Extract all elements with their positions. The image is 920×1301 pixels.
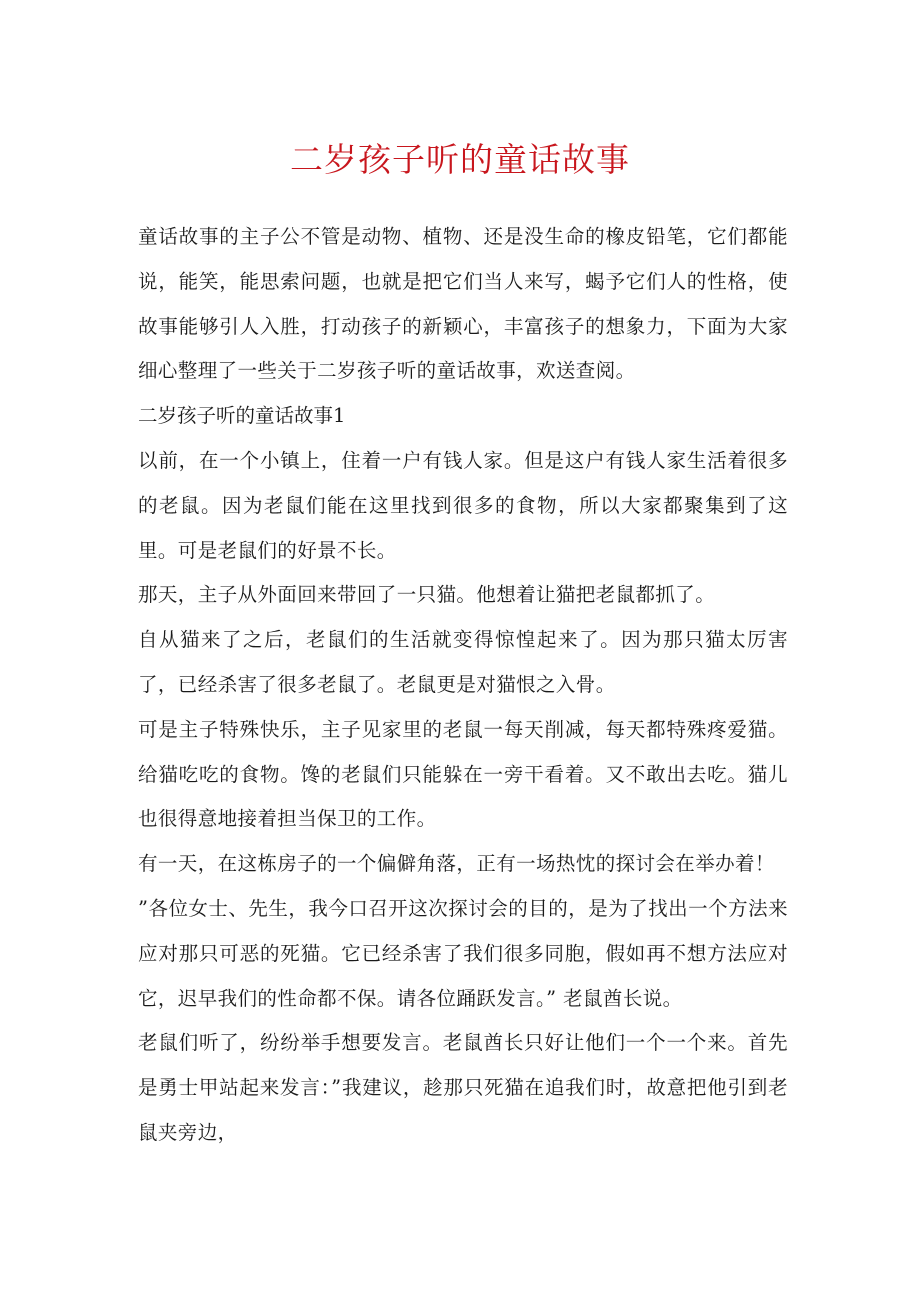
section-heading: 二岁孩子听的童话故事1 [138, 404, 346, 428]
story-paragraph: 有一天，在这栋房子的一个偏僻角落，正有一场热忱的探讨会在举办着！ [138, 852, 775, 876]
story-paragraph: 自从猫来了之后，老鼠们的生活就变得惊惶起来了。因为那只猫太厉害了，已经杀害了很多老鼠了。老鼠更是对猫恨之入骨。 [138, 628, 788, 696]
story-paragraph: 老鼠们听了，纷纷举手想要发言。老鼠酋长只好让他们一个一个来。首先是勇士甲站起来发言：”我建议，趁那只死猫在追我们时，故意把他引到老鼠夹旁边， [138, 1031, 788, 1144]
document-body [138, 215, 788, 1156]
document-title: 二岁孩子听的童话故事 [290, 140, 630, 179]
story-paragraph: 以前，在一个小镇上，住着一户有钱人家。但是这户有钱人家生活着很多的老鼠。因为老鼠们能在这里找到很多的食物，所以大家都聚集到了这里。可是老鼠们的好景不长。 [138, 448, 788, 562]
story-paragraph: 可是主子特殊快乐，主子见家里的老鼠一每天削减，每天都特殊疼爱猫。给猫吃吃的食物。馋的老鼠们只能躲在一旁干看着。又不敢出去吃。猫儿也很得意地接着担当保卫的工作。 [138, 717, 788, 831]
story-paragraph: ”各位女士、先生，我今口召开这次探讨会的目的，是为了找出一个方法来应对那只可恶的死猫。它已经杀害了我们很多同胞，假如再不想方法应对它，迟早我们的性命都不保。请各位踊跃发言。” 老鼠酋长说。 [138, 896, 788, 1010]
story-paragraph: 那天，主子从外面回来带回了一只猫。他想着让猫把老鼠都抓了。 [138, 583, 716, 607]
intro-paragraph: 童话故事的主子公不管是动物、植物、还是没生命的橡皮铅笔，它们都能说，能笑，能思索问题，也就是把它们当人来写，蝎予它们人的性格，使故事能够引人入胜，打动孩子的新颖心，丰富孩子的想象力，下面为大家细心整理了一些关于二岁孩子听的童话故事，欢送查阅。 [138, 225, 788, 383]
